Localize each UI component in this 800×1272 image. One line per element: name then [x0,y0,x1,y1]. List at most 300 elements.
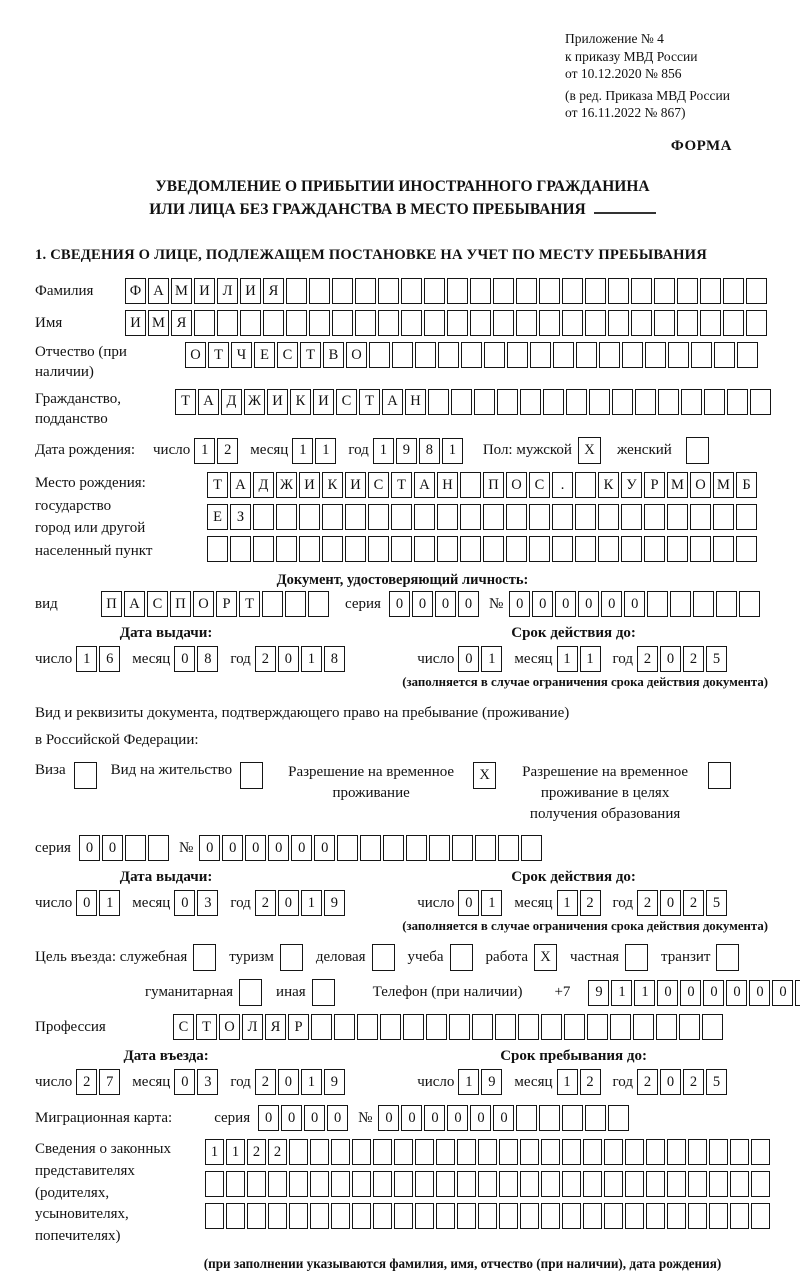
char-cell[interactable] [713,536,734,562]
char-cell[interactable]: 2 [268,1139,287,1165]
char-cell[interactable] [562,1105,583,1131]
char-cell[interactable] [253,504,274,530]
char-cell[interactable]: 0 [102,835,123,861]
char-cell[interactable] [677,310,698,336]
char-cell[interactable] [690,536,711,562]
char-cell[interactable]: П [101,591,122,617]
char-cell[interactable]: Р [288,1014,309,1040]
char-cell[interactable] [516,310,537,336]
purpose-other-checkbox[interactable] [312,979,335,1006]
char-cell[interactable] [645,342,666,368]
char-cell[interactable] [713,504,734,530]
char-cell[interactable]: 0 [660,1069,681,1095]
char-cell[interactable] [539,1105,560,1131]
char-cell[interactable]: 1 [194,438,215,464]
char-cell[interactable]: Я [265,1014,286,1040]
char-cell[interactable] [373,1171,392,1197]
char-cell[interactable] [475,835,496,861]
char-cell[interactable] [520,1203,539,1229]
char-cell[interactable]: 0 [435,591,456,617]
char-cell[interactable] [625,1139,644,1165]
char-cell[interactable]: 5 [706,1069,727,1095]
char-cell[interactable]: К [598,472,619,498]
char-cell[interactable] [646,1171,665,1197]
char-cell[interactable] [507,342,528,368]
char-cell[interactable]: 0 [245,835,266,861]
char-cell[interactable] [608,310,629,336]
char-cell[interactable]: И [240,278,261,304]
char-cell[interactable] [391,536,412,562]
char-cell[interactable]: 7 [99,1069,120,1095]
char-cell[interactable] [415,342,436,368]
char-cell[interactable] [688,1203,707,1229]
char-cell[interactable] [345,536,366,562]
char-cell[interactable]: 0 [199,835,220,861]
char-cell[interactable]: 6 [99,646,120,672]
char-cell[interactable]: 1 [557,646,578,672]
char-cell[interactable]: 0 [278,646,299,672]
char-cell[interactable]: Б [736,472,757,498]
char-cell[interactable]: 0 [378,1105,399,1131]
char-cell[interactable]: Т [359,389,380,415]
char-cell[interactable]: 2 [580,890,601,916]
char-cell[interactable] [716,591,737,617]
char-cell[interactable] [499,1171,518,1197]
char-cell[interactable] [205,1171,224,1197]
char-cell[interactable] [654,310,675,336]
char-cell[interactable]: 0 [281,1105,302,1131]
char-cell[interactable]: Т [300,342,321,368]
char-cell[interactable] [575,504,596,530]
char-cell[interactable]: 2 [217,438,238,464]
char-cell[interactable] [394,1203,413,1229]
char-cell[interactable]: Ф [125,278,146,304]
char-cell[interactable]: Е [254,342,275,368]
char-cell[interactable] [247,1171,266,1197]
char-cell[interactable] [529,536,550,562]
char-cell[interactable] [658,389,679,415]
char-cell[interactable]: 0 [470,1105,491,1131]
char-cell[interactable] [478,1171,497,1197]
char-cell[interactable] [460,536,481,562]
char-cell[interactable] [562,1171,581,1197]
char-cell[interactable]: П [483,472,504,498]
char-cell[interactable] [194,310,215,336]
char-cell[interactable]: 0 [458,890,479,916]
char-cell[interactable]: Д [221,389,242,415]
char-cell[interactable] [352,1139,371,1165]
char-cell[interactable]: А [414,472,435,498]
char-cell[interactable] [447,278,468,304]
char-cell[interactable] [621,536,642,562]
char-cell[interactable] [506,504,527,530]
char-cell[interactable] [380,1014,401,1040]
char-cell[interactable] [247,1203,266,1229]
char-cell[interactable] [451,389,472,415]
char-cell[interactable]: . [552,472,573,498]
char-cell[interactable] [286,310,307,336]
char-cell[interactable] [331,1139,350,1165]
char-cell[interactable] [566,389,587,415]
char-cell[interactable] [310,1203,329,1229]
char-cell[interactable] [415,1203,434,1229]
char-cell[interactable]: 2 [247,1139,266,1165]
char-cell[interactable]: 1 [315,438,336,464]
purpose-study-checkbox[interactable] [450,944,473,971]
char-cell[interactable]: 0 [268,835,289,861]
char-cell[interactable] [644,536,665,562]
char-cell[interactable] [378,278,399,304]
char-cell[interactable] [309,310,330,336]
char-cell[interactable] [709,1203,728,1229]
char-cell[interactable]: М [667,472,688,498]
purpose-humanitarian-checkbox[interactable] [239,979,262,1006]
char-cell[interactable] [429,835,450,861]
char-cell[interactable] [345,504,366,530]
char-cell[interactable]: Т [175,389,196,415]
char-cell[interactable] [205,1203,224,1229]
char-cell[interactable] [681,389,702,415]
char-cell[interactable]: 0 [726,980,747,1006]
char-cell[interactable]: Ч [231,342,252,368]
char-cell[interactable] [332,278,353,304]
char-cell[interactable]: 0 [458,591,479,617]
char-cell[interactable] [383,835,404,861]
char-cell[interactable]: Н [437,472,458,498]
char-cell[interactable]: Н [405,389,426,415]
purpose-business-checkbox[interactable] [372,944,395,971]
char-cell[interactable]: А [198,389,219,415]
char-cell[interactable] [751,1171,770,1197]
char-cell[interactable] [447,310,468,336]
char-cell[interactable] [585,278,606,304]
char-cell[interactable] [457,1139,476,1165]
char-cell[interactable] [436,1171,455,1197]
char-cell[interactable] [668,342,689,368]
char-cell[interactable] [700,310,721,336]
char-cell[interactable] [493,310,514,336]
char-cell[interactable]: А [148,278,169,304]
char-cell[interactable]: 0 [424,1105,445,1131]
purpose-tourism-checkbox[interactable] [280,944,303,971]
char-cell[interactable] [746,278,767,304]
char-cell[interactable]: Р [216,591,237,617]
char-cell[interactable]: 0 [493,1105,514,1131]
char-cell[interactable] [226,1171,245,1197]
char-cell[interactable]: 0 [749,980,770,1006]
char-cell[interactable]: С [336,389,357,415]
char-cell[interactable] [424,278,445,304]
char-cell[interactable]: О [690,472,711,498]
char-cell[interactable] [483,536,504,562]
char-cell[interactable] [478,1203,497,1229]
char-cell[interactable]: В [323,342,344,368]
char-cell[interactable] [493,278,514,304]
char-cell[interactable] [631,278,652,304]
char-cell[interactable] [268,1171,287,1197]
char-cell[interactable]: 1 [226,1139,245,1165]
char-cell[interactable] [457,1171,476,1197]
char-cell[interactable] [368,504,389,530]
char-cell[interactable]: Т [239,591,260,617]
char-cell[interactable]: 0 [703,980,724,1006]
char-cell[interactable] [520,389,541,415]
char-cell[interactable]: С [277,342,298,368]
char-cell[interactable] [631,310,652,336]
char-cell[interactable]: 2 [683,890,704,916]
char-cell[interactable] [394,1171,413,1197]
char-cell[interactable] [285,591,306,617]
char-cell[interactable]: А [230,472,251,498]
char-cell[interactable] [529,504,550,530]
char-cell[interactable] [541,1014,562,1040]
char-cell[interactable] [474,389,495,415]
char-cell[interactable] [679,1014,700,1040]
char-cell[interactable]: 0 [174,1069,195,1095]
char-cell[interactable]: М [148,310,169,336]
char-cell[interactable]: 8 [197,646,218,672]
char-cell[interactable]: 9 [324,890,345,916]
visa-checkbox[interactable] [74,762,97,789]
char-cell[interactable] [646,1139,665,1165]
char-cell[interactable] [589,389,610,415]
char-cell[interactable]: С [173,1014,194,1040]
char-cell[interactable] [670,591,691,617]
char-cell[interactable]: Ж [276,472,297,498]
char-cell[interactable] [518,1014,539,1040]
char-cell[interactable] [311,1014,332,1040]
temp-residence-edu-checkbox[interactable] [708,762,731,789]
char-cell[interactable] [520,1139,539,1165]
char-cell[interactable] [576,342,597,368]
char-cell[interactable] [414,536,435,562]
char-cell[interactable] [667,1139,686,1165]
char-cell[interactable]: 9 [324,1069,345,1095]
char-cell[interactable]: 1 [481,890,502,916]
char-cell[interactable] [437,504,458,530]
char-cell[interactable]: И [345,472,366,498]
char-cell[interactable]: 0 [578,591,599,617]
char-cell[interactable] [424,310,445,336]
char-cell[interactable] [667,536,688,562]
char-cell[interactable] [461,342,482,368]
char-cell[interactable]: 8 [324,646,345,672]
char-cell[interactable] [403,1014,424,1040]
char-cell[interactable]: 0 [222,835,243,861]
char-cell[interactable] [499,1203,518,1229]
char-cell[interactable] [530,342,551,368]
char-cell[interactable] [428,389,449,415]
char-cell[interactable] [148,835,169,861]
char-cell[interactable]: А [124,591,145,617]
char-cell[interactable] [268,1203,287,1229]
char-cell[interactable] [583,1171,602,1197]
char-cell[interactable] [497,389,518,415]
char-cell[interactable] [415,1139,434,1165]
char-cell[interactable]: 0 [680,980,701,1006]
char-cell[interactable] [714,342,735,368]
char-cell[interactable] [585,310,606,336]
char-cell[interactable] [688,1171,707,1197]
char-cell[interactable] [426,1014,447,1040]
char-cell[interactable]: П [170,591,191,617]
char-cell[interactable] [610,1014,631,1040]
char-cell[interactable] [331,1171,350,1197]
char-cell[interactable] [357,1014,378,1040]
char-cell[interactable] [587,1014,608,1040]
char-cell[interactable] [337,835,358,861]
char-cell[interactable] [625,1171,644,1197]
char-cell[interactable] [646,1203,665,1229]
char-cell[interactable] [656,1014,677,1040]
char-cell[interactable] [604,1139,623,1165]
sex-female-checkbox[interactable] [686,437,709,464]
char-cell[interactable]: Р [644,472,665,498]
char-cell[interactable] [334,1014,355,1040]
char-cell[interactable]: 0 [458,646,479,672]
char-cell[interactable]: 1 [580,646,601,672]
char-cell[interactable] [625,1203,644,1229]
char-cell[interactable]: М [713,472,734,498]
sex-male-checkbox[interactable]: X [578,437,601,464]
char-cell[interactable]: 2 [255,646,276,672]
char-cell[interactable]: О [185,342,206,368]
char-cell[interactable]: 0 [278,1069,299,1095]
char-cell[interactable] [472,1014,493,1040]
char-cell[interactable] [483,504,504,530]
char-cell[interactable] [667,1171,686,1197]
char-cell[interactable]: Е [207,504,228,530]
char-cell[interactable]: 1 [481,646,502,672]
char-cell[interactable] [690,504,711,530]
char-cell[interactable] [677,278,698,304]
char-cell[interactable] [543,389,564,415]
char-cell[interactable]: 5 [706,646,727,672]
char-cell[interactable] [460,472,481,498]
char-cell[interactable] [598,536,619,562]
char-cell[interactable] [373,1203,392,1229]
char-cell[interactable] [355,310,376,336]
char-cell[interactable] [598,504,619,530]
char-cell[interactable]: 0 [278,890,299,916]
char-cell[interactable] [604,1171,623,1197]
char-cell[interactable] [751,1203,770,1229]
char-cell[interactable]: К [290,389,311,415]
purpose-official-checkbox[interactable] [193,944,216,971]
char-cell[interactable] [378,310,399,336]
char-cell[interactable] [217,310,238,336]
char-cell[interactable] [452,835,473,861]
char-cell[interactable] [415,1171,434,1197]
char-cell[interactable]: 9 [396,438,417,464]
char-cell[interactable]: 0 [509,591,530,617]
char-cell[interactable]: 0 [657,980,678,1006]
char-cell[interactable] [541,1203,560,1229]
char-cell[interactable] [562,1139,581,1165]
char-cell[interactable]: 0 [291,835,312,861]
char-cell[interactable] [506,536,527,562]
char-cell[interactable] [723,310,744,336]
char-cell[interactable] [583,1203,602,1229]
char-cell[interactable]: К [322,472,343,498]
char-cell[interactable] [612,389,633,415]
char-cell[interactable] [226,1203,245,1229]
char-cell[interactable]: М [171,278,192,304]
char-cell[interactable]: Я [263,278,284,304]
char-cell[interactable] [667,1203,686,1229]
char-cell[interactable]: 1 [292,438,313,464]
char-cell[interactable]: Л [217,278,238,304]
char-cell[interactable]: 1 [557,890,578,916]
char-cell[interactable] [470,278,491,304]
char-cell[interactable]: И [125,310,146,336]
char-cell[interactable]: 2 [76,1069,97,1095]
char-cell[interactable] [498,835,519,861]
char-cell[interactable] [583,1139,602,1165]
char-cell[interactable] [553,342,574,368]
char-cell[interactable] [599,342,620,368]
char-cell[interactable] [449,1014,470,1040]
char-cell[interactable] [739,591,760,617]
char-cell[interactable]: 1 [611,980,632,1006]
char-cell[interactable]: 1 [557,1069,578,1095]
char-cell[interactable]: 1 [301,1069,322,1095]
char-cell[interactable] [730,1203,749,1229]
char-cell[interactable] [352,1171,371,1197]
char-cell[interactable]: 1 [373,438,394,464]
char-cell[interactable]: Т [208,342,229,368]
char-cell[interactable]: 2 [255,1069,276,1095]
char-cell[interactable] [644,504,665,530]
char-cell[interactable]: 2 [637,1069,658,1095]
char-cell[interactable]: 0 [304,1105,325,1131]
char-cell[interactable] [562,278,583,304]
char-cell[interactable] [736,536,757,562]
char-cell[interactable] [457,1203,476,1229]
char-cell[interactable] [373,1139,392,1165]
char-cell[interactable] [332,310,353,336]
char-cell[interactable]: 2 [637,646,658,672]
purpose-work-checkbox[interactable]: X [534,944,557,971]
char-cell[interactable]: С [368,472,389,498]
char-cell[interactable] [552,536,573,562]
char-cell[interactable]: 1 [301,646,322,672]
char-cell[interactable]: А [382,389,403,415]
char-cell[interactable] [478,1139,497,1165]
char-cell[interactable] [322,536,343,562]
char-cell[interactable]: 2 [683,646,704,672]
char-cell[interactable] [414,504,435,530]
char-cell[interactable] [289,1171,308,1197]
char-cell[interactable] [723,278,744,304]
char-cell[interactable]: С [529,472,550,498]
char-cell[interactable]: О [346,342,367,368]
char-cell[interactable] [331,1203,350,1229]
char-cell[interactable]: И [194,278,215,304]
char-cell[interactable]: 3 [197,890,218,916]
char-cell[interactable]: Ж [244,389,265,415]
char-cell[interactable]: И [299,472,320,498]
char-cell[interactable] [262,591,283,617]
char-cell[interactable] [240,310,261,336]
char-cell[interactable]: 0 [555,591,576,617]
char-cell[interactable]: 0 [79,835,100,861]
char-cell[interactable] [702,1014,723,1040]
char-cell[interactable]: 8 [419,438,440,464]
char-cell[interactable] [322,504,343,530]
char-cell[interactable]: 1 [458,1069,479,1095]
char-cell[interactable]: О [219,1014,240,1040]
